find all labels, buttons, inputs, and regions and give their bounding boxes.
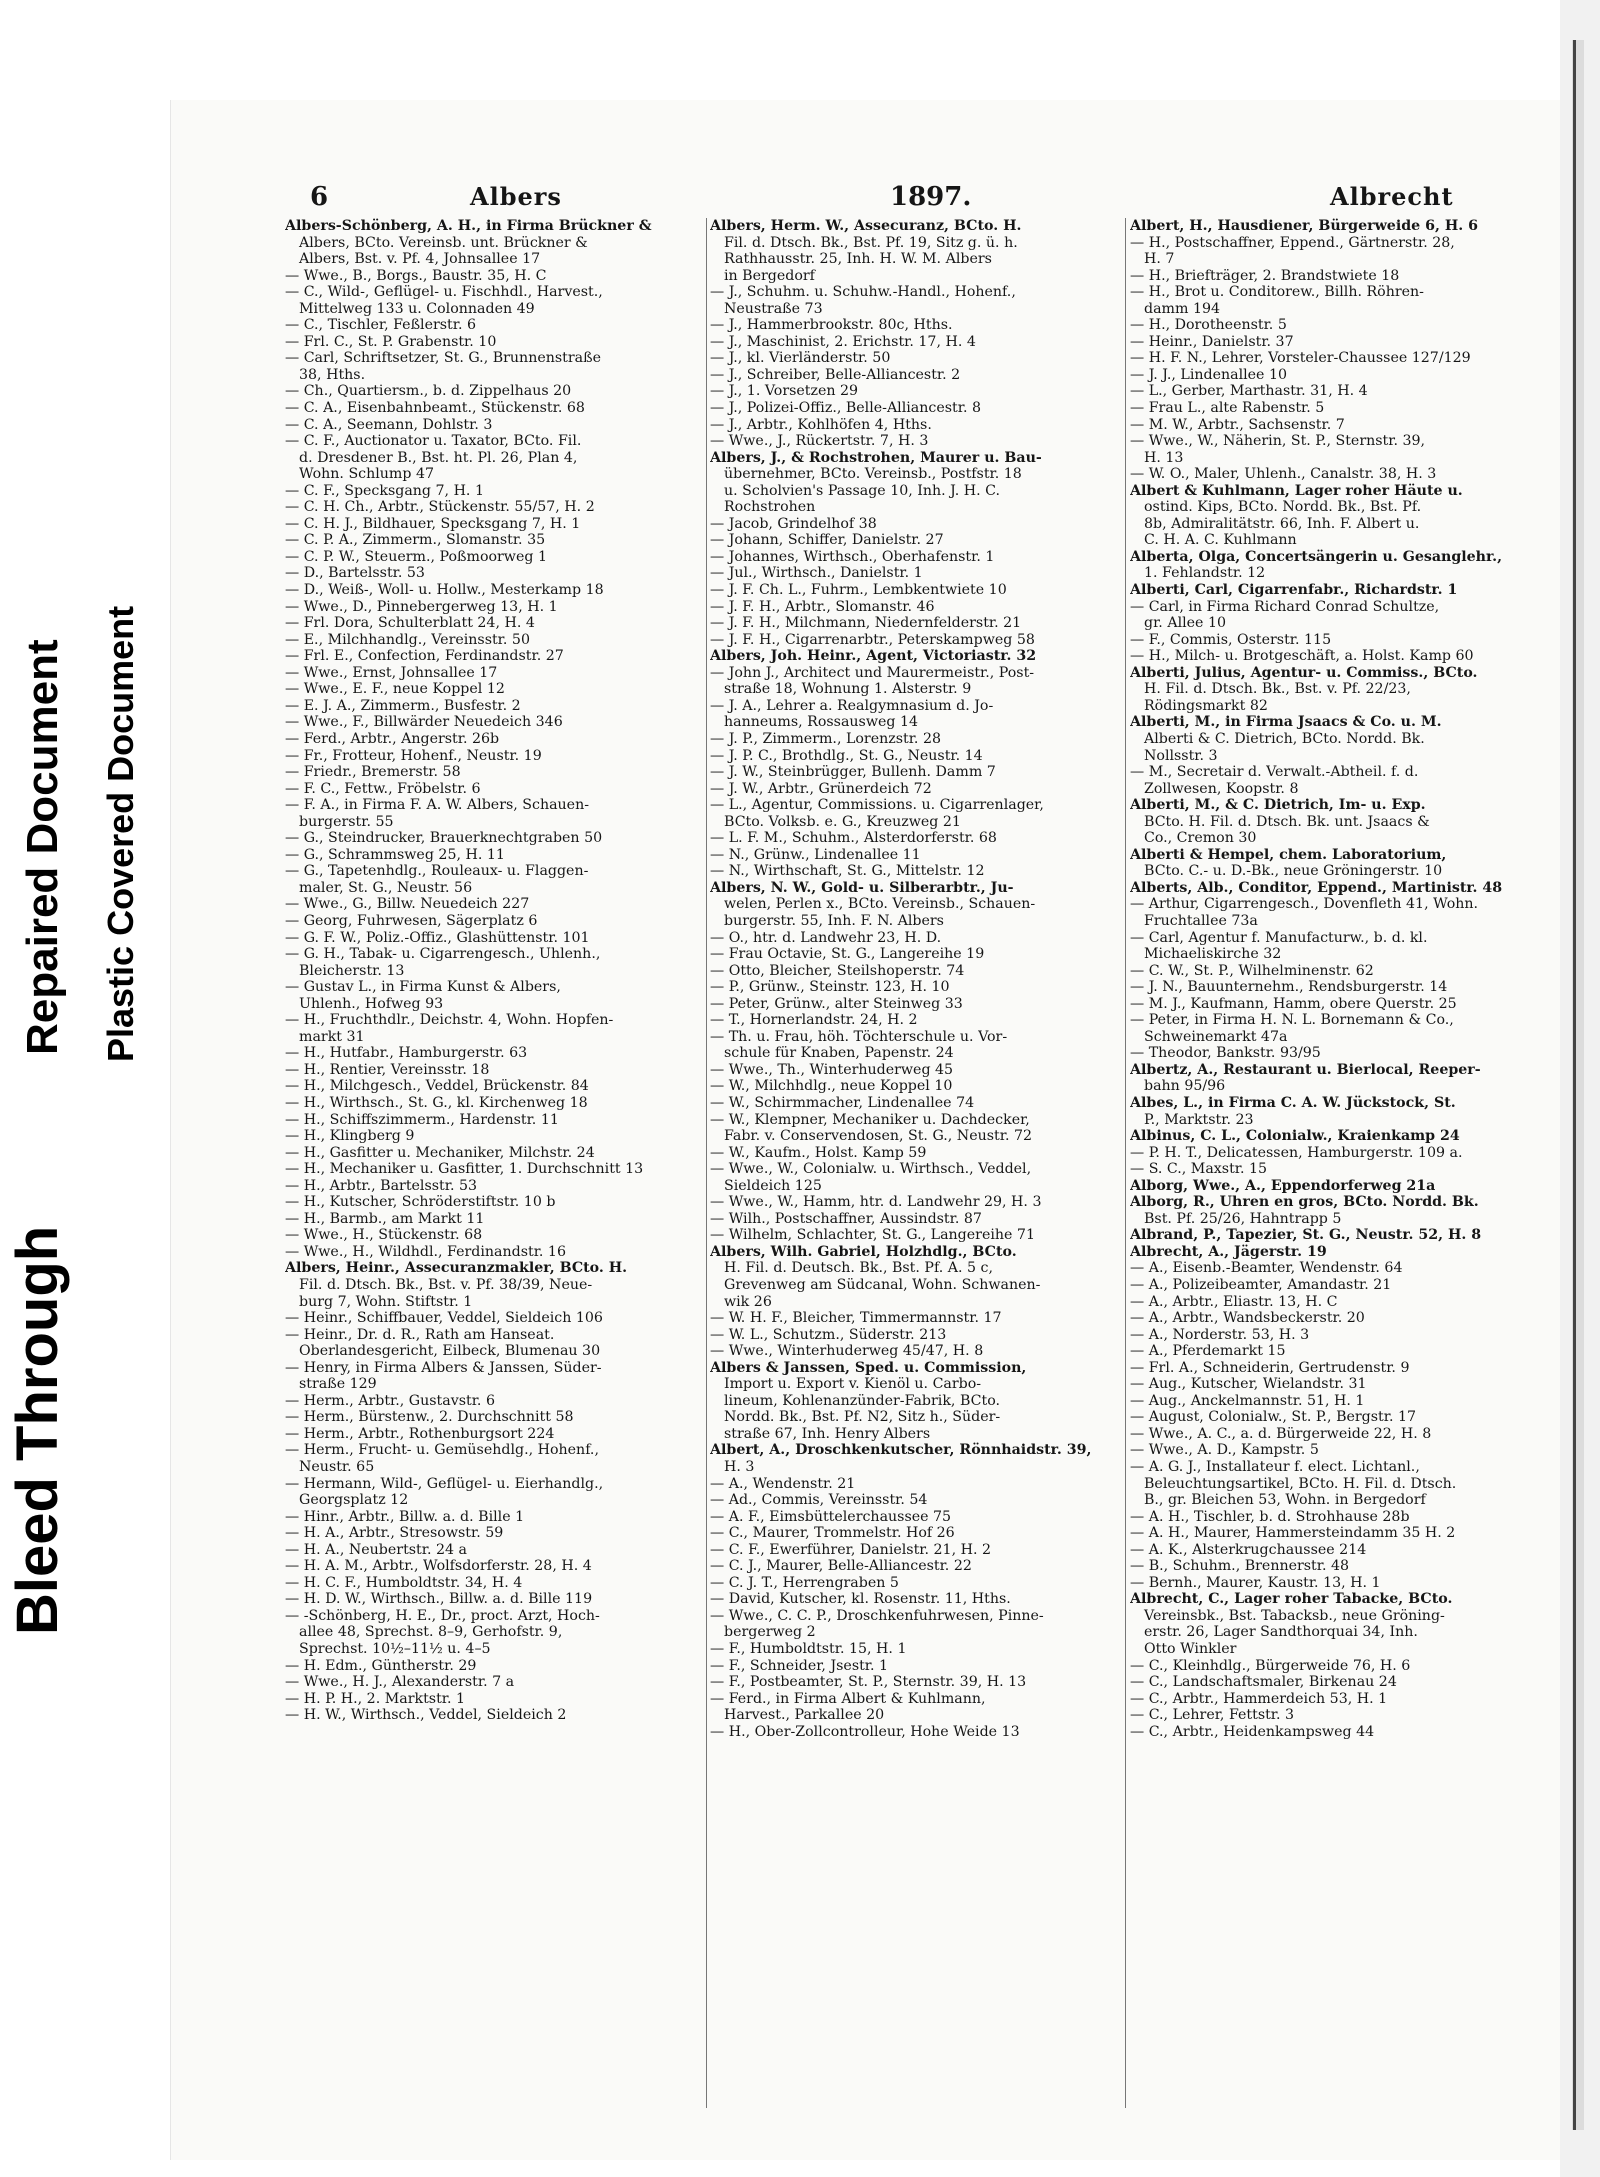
directory-entry: — Wwe., Th., Winterhuderweg 45 <box>710 1061 954 1078</box>
directory-entry: — F. C., Fettw., Fröbelstr. 6 <box>285 780 481 797</box>
directory-entry: Bleicherstr. 13 <box>299 962 405 979</box>
directory-entry: — G., Schrammsweg 25, H. 11 <box>285 846 505 863</box>
directory-entry: — Herm., Arbtr., Gustavstr. 6 <box>285 1392 495 1409</box>
directory-entry: — E. J. A., Zimmerm., Busfestr. 2 <box>285 697 521 714</box>
directory-entry: Albert & Kuhlmann, Lager roher Häute u. <box>1130 482 1463 499</box>
directory-entry: — E., Milchhandlg., Vereinsstr. 50 <box>285 631 530 648</box>
directory-entry: — August, Colonialw., St. P., Bergstr. 17 <box>1130 1409 1417 1426</box>
directory-entry: 38, Hths. <box>299 366 366 383</box>
directory-entry: — F., Postbeamter, St. P., Sternstr. 39, H. 13 <box>710 1674 1027 1691</box>
directory-entry: d. Dresdener B., Bst. ht. Pl. 26, Plan 4, <box>299 449 578 466</box>
directory-entry: — A. H., Maurer, Hammersteindamm 35 H. 2 <box>1130 1525 1456 1542</box>
directory-entry: — H., Milchgesch., Veddel, Brückenstr. 84 <box>285 1078 589 1095</box>
directory-entry: BCto. H. Fil. d. Dtsch. Bk. unt. Jsaacs & <box>1144 813 1430 830</box>
directory-entry: bergerweg 2 <box>724 1624 816 1641</box>
directory-entry: — J. A., Lehrer a. Realgymnasium d. Jo- <box>710 697 994 714</box>
directory-entry: — Frau Octavie, St. G., Langereihe 19 <box>710 946 985 963</box>
directory-entry: Albers-Schönberg, A. H., in Firma Brückner & <box>285 218 652 234</box>
directory-entry: welen, Perlen x., BCto. Vereinsb., Schauen- <box>724 896 1036 913</box>
directory-entry: — H., Klingberg 9 <box>285 1128 415 1145</box>
directory-entry: — C., Maurer, Trommelstr. Hof 26 <box>710 1525 955 1542</box>
directory-column-1 <box>285 218 703 2118</box>
directory-entry: hanneums, Rossausweg 14 <box>724 714 919 731</box>
directory-entry: Alberti, M., & C. Dietrich, Im- u. Exp. <box>1130 797 1426 814</box>
directory-entry: — Herm., Arbtr., Rothenburgsort 224 <box>285 1425 555 1442</box>
directory-entry: Beleuchtungsartikel, BCto. H. Fil. d. Dtsch. <box>1144 1475 1457 1492</box>
directory-entry: — H., Ober-Zollcontrolleur, Hohe Weide 13 <box>710 1723 1020 1740</box>
directory-entry: — Frl. E., Confection, Ferdinandstr. 27 <box>285 648 564 665</box>
directory-entry: — Ch., Quartiersm., b. d. Zippelhaus 20 <box>285 383 572 400</box>
directory-entry: — C. H. J., Bildhauer, Specksgang 7, H. 1 <box>285 515 581 532</box>
directory-entry: — C., Landschaftsmaler, Birkenau 24 <box>1130 1674 1397 1691</box>
directory-entry: — N., Grünw., Lindenallee 11 <box>710 846 921 863</box>
directory-entry: — M. J., Kaufmann, Hamm, obere Querstr. 25 <box>1130 995 1457 1012</box>
directory-entry: schule für Knaben, Papenstr. 24 <box>724 1045 954 1062</box>
directory-entry: — Peter, in Firma H. N. L. Bornemann & Co., <box>1130 1012 1454 1029</box>
directory-entry: Albers, Wilh. Gabriel, Holzhdlg., BCto. <box>710 1243 1017 1260</box>
directory-column-2 <box>710 218 1120 2118</box>
directory-entry: — Th. u. Frau, höh. Töchterschule u. Vor- <box>710 1028 1008 1045</box>
directory-entry: — Carl, Schriftsetzer, St. G., Brunnenstraße <box>285 350 601 367</box>
directory-entry: straße 18, Wohnung 1. Alsterstr. 9 <box>724 681 972 698</box>
directory-entry: — Theodor, Bankstr. 93/95 <box>1130 1045 1321 1062</box>
label-repaired-document: Repaired Document <box>18 639 67 1055</box>
directory-entry: — C. J. T., Herrengraben 5 <box>710 1574 899 1591</box>
directory-entry: — M. W., Arbtr., Sachsenstr. 7 <box>1130 416 1345 433</box>
directory-entry: — Wwe., A. C., a. d. Bürgerweide 22, H. 8 <box>1130 1425 1432 1442</box>
directory-entry: Neustraße 73 <box>724 300 823 317</box>
directory-entry: — H., Dorotheenstr. 5 <box>1130 317 1287 334</box>
directory-entry: Uhlenh., Hofweg 93 <box>299 995 444 1012</box>
directory-entry: — Johann, Schiffer, Danielstr. 27 <box>710 532 944 549</box>
directory-entry: — J. W., Steinbrügger, Bullenh. Damm 7 <box>710 764 996 781</box>
directory-entry: — H., Fruchthdlr., Deichstr. 4, Wohn. Hopfen- <box>285 1012 614 1029</box>
directory-entry: Alborg, R., Uhren en gros, BCto. Nordd. Bk. <box>1130 1194 1479 1211</box>
directory-entry: — Fr., Frotteur, Hohenf., Neustr. 19 <box>285 747 542 764</box>
directory-entry: — J. P., Zimmerm., Lorenzstr. 28 <box>710 730 941 747</box>
gutter-line <box>1573 40 1576 2130</box>
directory-entry: Rathhausstr. 25, Inh. H. W. M. Albers <box>724 251 992 268</box>
directory-entry: Schweinemarkt 47a <box>1144 1028 1288 1045</box>
directory-entry: — C. F., Ewerführer, Danielstr. 21, H. 2 <box>710 1541 992 1558</box>
directory-entry: 8b, Admiralitätstr. 66, Inh. F. Albert u. <box>1144 515 1420 532</box>
directory-entry: — F. A., in Firma F. A. W. Albers, Schauen- <box>285 797 589 814</box>
directory-entry: — Wwe., J., Rückertstr. 7, H. 3 <box>710 433 929 450</box>
directory-entry: — Wwe., E. F., neue Koppel 12 <box>285 681 505 698</box>
directory-entry: Albertz, A., Restaurant u. Bierlocal, Reeper- <box>1130 1061 1481 1078</box>
directory-entry: — C., Kleinhdlg., Bürgerweide 76, H. 6 <box>1130 1657 1411 1674</box>
directory-entry: — L., Agentur, Commissions. u. Cigarrenlager, <box>710 797 1044 814</box>
directory-entry: Alberti, Carl, Cigarrenfabr., Richardstr. 1 <box>1130 582 1458 599</box>
directory-entry: — H. F. N., Lehrer, Vorsteler-Chaussee 127/129 <box>1130 350 1471 367</box>
directory-entry: — A., Arbtr., Wandsbeckerstr. 20 <box>1130 1310 1365 1327</box>
directory-entry: Grevenweg am Südcanal, Wohn. Schwanen- <box>724 1277 1041 1293</box>
directory-entry: — Bernh., Maurer, Kaustr. 13, H. 1 <box>1130 1574 1381 1591</box>
directory-entry: burg 7, Wohn. Stiftstr. 1 <box>299 1293 473 1310</box>
directory-entry: erstr. 26, Lager Sandthorquai 34, Inh. <box>1144 1624 1418 1641</box>
directory-entry: — C. H. Ch., Arbtr., Stückenstr. 55/57, H. 2 <box>285 499 595 516</box>
directory-entry: Fruchtallee 73a <box>1144 912 1258 929</box>
directory-entry: — P. H. T., Delicatessen, Hamburgerstr. 109 a. <box>1130 1144 1463 1161</box>
directory-entry: Alberta, Olga, Concertsängerin u. Gesanglehr., <box>1130 548 1503 565</box>
directory-entry: Alberti, Julius, Agentur- u. Commiss., BCto. <box>1130 664 1478 681</box>
directory-entry: — Heinr., Schiffbauer, Veddel, Sieldeich 106 <box>285 1310 603 1327</box>
directory-entry: C. H. A. C. Kuhlmann <box>1144 532 1297 549</box>
directory-entry: Zollwesen, Koopstr. 8 <box>1144 780 1299 797</box>
directory-entry: — Wwe., B., Borgs., Baustr. 35, H. C <box>285 267 547 284</box>
directory-entry: — W., Schirmmacher, Lindenallee 74 <box>710 1094 975 1111</box>
directory-entry: — H. P. H., 2. Marktstr. 1 <box>285 1690 466 1707</box>
directory-entry: — C., Tischler, Feßlerstr. 6 <box>285 317 477 334</box>
directory-entry: — Jacob, Grindelhof 38 <box>710 515 877 532</box>
directory-entry: — Wwe., A. D., Kampstr. 5 <box>1130 1442 1319 1459</box>
directory-entry: — J., 1. Vorsetzen 29 <box>710 383 859 400</box>
directory-entry: — F., Commis, Osterstr. 115 <box>1130 631 1332 648</box>
directory-entry: Oberlandesgericht, Eilbeck, Blumenau 30 <box>299 1343 601 1360</box>
directory-entry: — Wwe., Ernst, Johnsallee 17 <box>285 664 498 681</box>
directory-entry: — H. W., Wirthsch., Veddel, Sieldeich 2 <box>285 1707 567 1724</box>
directory-entry: — O., htr. d. Landwehr 23, H. D. <box>710 929 942 946</box>
directory-entry: — A. H., Tischler, b. d. Strohhause 28b <box>1130 1508 1410 1525</box>
directory-entry: — C. J., Maurer, Belle-Alliancestr. 22 <box>710 1558 972 1575</box>
label-plastic-covered: Plastic Covered Document <box>100 605 141 1062</box>
directory-entry: P., Marktstr. 23 <box>1144 1111 1254 1128</box>
directory-entry: — C., Arbtr., Heidenkampsweg 44 <box>1130 1723 1375 1740</box>
directory-entry: — Ferd., in Firma Albert & Kuhlmann, <box>710 1690 986 1707</box>
directory-entry: — H., Hutfabr., Hamburgerstr. 63 <box>285 1045 528 1062</box>
directory-entry: — J. W., Arbtr., Grünerdeich 72 <box>710 780 932 797</box>
directory-entry: H. 3 <box>724 1459 755 1476</box>
directory-entry: — Herm., Frucht- u. Gemüsehdlg., Hohenf., <box>285 1442 599 1459</box>
directory-entry: — J. P. C., Brothdlg., St. G., Neustr. 14 <box>710 747 983 764</box>
directory-entry: — J., Hammerbrookstr. 80c, Hths. <box>710 317 953 334</box>
directory-entry: Albers, BCto. Vereinsb. unt. Brückner & <box>299 234 588 251</box>
directory-entry: — Georg, Fuhrwesen, Sägerplatz 6 <box>285 912 538 929</box>
directory-entry: — Wwe., H., Wildhdl., Ferdinandstr. 16 <box>285 1243 566 1260</box>
left-running-head: Albers <box>470 182 562 211</box>
directory-entry: Rödingsmarkt 82 <box>1144 697 1268 714</box>
directory-entry: — J., Maschinist, 2. Erichstr. 17, H. 4 <box>710 333 976 350</box>
directory-entry: gr. Allee 10 <box>1144 615 1226 632</box>
directory-entry: u. Scholvien's Passage 10, Inh. J. H. C. <box>724 482 1001 499</box>
directory-column-3 <box>1130 218 1555 2118</box>
directory-entry: — Gustav L., in Firma Kunst & Albers, <box>285 979 561 996</box>
directory-entry: — Carl, Agentur f. Manufacturw., b. d. kl. <box>1130 929 1428 946</box>
directory-entry: Albinus, C. L., Colonialw., Kraienkamp 24 <box>1130 1128 1460 1145</box>
directory-entry: — Wwe., G., Billw. Neuedeich 227 <box>285 896 530 913</box>
directory-entry: — Otto, Bleicher, Steilshoperstr. 74 <box>710 962 965 979</box>
directory-entry: — H., Gasfitter u. Mechaniker, Milchstr. 24 <box>285 1144 595 1161</box>
directory-entry: — W., Milchhdlg., neue Koppel 10 <box>710 1078 953 1095</box>
directory-entry: 1. Fehlandstr. 12 <box>1144 565 1266 582</box>
directory-entry: — A., Norderstr. 53, H. 3 <box>1130 1326 1310 1343</box>
directory-entry: — J., kl. Vierländerstr. 50 <box>710 350 891 367</box>
directory-entry: — H., Schiffszimmerm., Hardenstr. 11 <box>285 1111 559 1128</box>
directory-entry: — J., Schuhm. u. Schuhw.-Handl., Hohenf., <box>710 284 1016 301</box>
directory-entry: Albrand, P., Tapezier, St. G., Neustr. 52, H. 8 <box>1130 1227 1482 1244</box>
directory-entry: — A. F., Eimsbüttelerchaussee 75 <box>710 1508 952 1525</box>
directory-entry: — A., Eisenb.-Beamter, Wendenstr. 64 <box>1130 1260 1403 1277</box>
directory-entry: — Wwe., W., Colonialw. u. Wirthsch., Veddel, <box>710 1161 1032 1178</box>
year-heading: 1897. <box>890 182 972 212</box>
directory-entry: — Wwe., W., Näherin, St. P., Sternstr. 39, <box>1130 433 1426 450</box>
directory-entry: — H. C. F., Humboldtstr. 34, H. 4 <box>285 1574 523 1591</box>
column-rule <box>706 218 707 2108</box>
directory-entry: — Henry, in Firma Albers & Janssen, Süder- <box>285 1359 602 1376</box>
directory-entry: — C. A., Eisenbahnbeamt., Stückenstr. 68 <box>285 400 585 417</box>
directory-entry: — A., Pferdemarkt 15 <box>1130 1343 1286 1360</box>
directory-entry: — J., Arbtr., Kohlhöfen 4, Hths. <box>710 416 932 433</box>
directory-entry: — David, Kutscher, kl. Rosenstr. 11, Hths. <box>710 1591 1011 1608</box>
directory-entry: H. Fil. d. Deutsch. Bk., Bst. Pf. A. 5 c, <box>724 1260 993 1277</box>
directory-entry: Michaeliskirche 32 <box>1144 946 1282 963</box>
directory-entry: — C., Arbtr., Hammerdeich 53, H. 1 <box>1130 1690 1388 1707</box>
directory-entry: — F., Schneider, Jsestr. 1 <box>710 1657 889 1674</box>
column-rule <box>1125 218 1126 2108</box>
directory-entry: — H. A., Neubertstr. 24 a <box>285 1541 468 1558</box>
directory-entry: — Johannes, Wirthsch., Oberhafenstr. 1 <box>710 548 995 565</box>
directory-entry: — Carl, in Firma Richard Conrad Schultze, <box>1130 598 1440 615</box>
label-bleed-through: Bleed Through <box>5 1225 70 1635</box>
directory-entry: Alberti & Hempel, chem. Laboratorium, <box>1130 846 1447 863</box>
directory-entry: — H., Arbtr., Bartelsstr. 53 <box>285 1177 478 1194</box>
directory-entry: — Friedr., Bremerstr. 58 <box>285 764 461 781</box>
directory-entry: ostind. Kips, BCto. Nordd. Bk., Bst. Pf. <box>1144 499 1422 516</box>
directory-entry: Albers & Janssen, Sped. u. Commission, <box>710 1359 1027 1376</box>
directory-entry: Albers, Joh. Heinr., Agent, Victoriastr. 32 <box>710 648 1037 665</box>
directory-entry: — N., Wirthschaft, St. G., Mittelstr. 12 <box>710 863 985 880</box>
directory-entry: — J. F. Ch. L., Fuhrm., Lembkentwiete 10 <box>710 582 1007 599</box>
directory-entry: BCto. Volksb. e. G., Kreuzweg 21 <box>724 813 961 830</box>
directory-entry: — C. F., Specksgang 7, H. 1 <box>285 482 484 499</box>
directory-entry: Albers, Heinr., Assecuranzmakler, BCto. H. <box>285 1260 628 1277</box>
directory-entry: — Wwe., H., Stückenstr. 68 <box>285 1227 483 1244</box>
directory-entry: Fabr. v. Conservendosen, St. G., Neustr. 72 <box>724 1128 1033 1145</box>
directory-entry: — F., Humboldtstr. 15, H. 1 <box>710 1641 907 1658</box>
directory-entry: — J., Polizei-Offiz., Belle-Alliancestr. 8 <box>710 400 981 417</box>
directory-entry: Alberts, Alb., Conditor, Eppend., Martinistr. 48 <box>1130 879 1503 896</box>
directory-entry: Neustr. 65 <box>299 1459 375 1476</box>
directory-entry: — J. F. H., Milchmann, Niedernfelderstr. 21 <box>710 615 1022 632</box>
directory-entry: — H., Rentier, Vereinsstr. 18 <box>285 1061 490 1078</box>
directory-entry: — A., Polizeibeamter, Amandastr. 21 <box>1130 1277 1392 1293</box>
directory-entry: lineum, Kohlenanzünder-Fabrik, BCto. <box>724 1392 1000 1409</box>
directory-entry: — Arthur, Cigarrengesch., Dovenfleth 41, Wohn. <box>1130 896 1479 913</box>
directory-entry: maler, St. G., Neustr. 56 <box>299 879 473 896</box>
directory-entry: — Frl. C., St. P. Grabenstr. 10 <box>285 333 497 350</box>
directory-entry: Nordd. Bk., Bst. Pf. N2, Sitz h., Süder- <box>724 1409 1001 1426</box>
directory-entry: — C. F., Auctionator u. Taxator, BCto. Fil. <box>285 433 582 450</box>
directory-entry: — P., Grünw., Steinstr. 123, H. 10 <box>710 979 950 996</box>
directory-entry: Alberti & C. Dietrich, BCto. Nordd. Bk. <box>1144 730 1425 747</box>
directory-entry: Albrecht, C., Lager roher Tabacke, BCto. <box>1130 1591 1453 1608</box>
directory-entry: Albers, J., & Rochstrohen, Maurer u. Bau- <box>710 449 1042 466</box>
directory-entry: — H., Barmb., am Markt 11 <box>285 1210 485 1227</box>
directory-entry: — C. P. W., Steuerm., Poßmoorweg 1 <box>285 548 547 565</box>
directory-entry: — T., Hornerlandstr. 24, H. 2 <box>710 1012 918 1029</box>
directory-entry: Albert, A., Droschkenkutscher, Rönnhaidstr. 39, <box>710 1442 1092 1459</box>
directory-entry: Sprechst. 10½–11½ u. 4–5 <box>299 1641 491 1658</box>
directory-entry: — A. K., Alsterkrugchaussee 214 <box>1130 1541 1367 1558</box>
directory-entry: — H., Brot u. Conditorew., Billh. Röhren- <box>1130 284 1424 301</box>
directory-entry: — G., Steindrucker, Brauerknechtgraben 50 <box>285 830 603 847</box>
directory-entry: — Heinr., Danielstr. 37 <box>1130 333 1294 350</box>
directory-entry: — H. Edm., Güntherstr. 29 <box>285 1657 477 1674</box>
directory-entry: — D., Bartelsstr. 53 <box>285 565 425 582</box>
directory-entry: allee 48, Sprechst. 8–9, Gerhofstr. 9, <box>299 1624 563 1641</box>
directory-entry: bahn 95/96 <box>1144 1078 1226 1095</box>
directory-entry: Georgsplatz 12 <box>299 1492 409 1509</box>
directory-entry: — H., Milch- u. Brotgeschäft, a. Holst. Kamp 60 <box>1130 648 1474 665</box>
directory-entry: — W. H. F., Bleicher, Timmermannstr. 17 <box>710 1310 1002 1327</box>
directory-entry: — J. J., Lindenallee 10 <box>1130 366 1288 383</box>
directory-entry: Alborg, Wwe., A., Eppendorferweg 21a <box>1130 1177 1436 1194</box>
directory-entry: — John J., Architect und Maurermeistr., Post- <box>710 664 1035 681</box>
directory-entry: — C., Wild-, Geflügel- u. Fischhdl., Harvest., <box>285 284 603 301</box>
directory-entry: — C. P. A., Zimmerm., Slomanstr. 35 <box>285 532 546 549</box>
directory-entry: Alberti, M., in Firma Jsaacs & Co. u. M. <box>1130 714 1442 731</box>
directory-entry: — Wwe., D., Pinnebergerweg 13, H. 1 <box>285 598 558 615</box>
directory-entry: burgerstr. 55 <box>299 813 394 830</box>
directory-entry: B., gr. Bleichen 53, Wohn. in Bergedorf <box>1144 1492 1426 1509</box>
directory-entry: Rochstrohen <box>724 499 816 516</box>
directory-entry: damm 194 <box>1144 300 1221 317</box>
directory-entry: — Ad., Commis, Vereinsstr. 54 <box>710 1492 928 1509</box>
directory-entry: Wohn. Schlump 47 <box>299 466 435 483</box>
directory-entry: — Jul., Wirthsch., Danielstr. 1 <box>710 565 923 582</box>
directory-entry: — W., Klempner, Mechaniker u. Dachdecker, <box>710 1111 1030 1128</box>
directory-entry: — W., Kaufm., Holst. Kamp 59 <box>710 1144 927 1161</box>
directory-entry: — Wilhelm, Schlachter, St. G., Langereihe 71 <box>710 1227 1035 1244</box>
directory-entry: — H., Wirthsch., St. G., kl. Kirchenweg 18 <box>285 1094 588 1111</box>
directory-entry: — Wwe., Winterhuderweg 45/47, H. 8 <box>710 1343 984 1360</box>
directory-entry: — H. A., Arbtr., Stresowstr. 59 <box>285 1525 504 1542</box>
directory-entry: H. 13 <box>1144 449 1184 466</box>
directory-entry: — G., Tapetenhdlg., Rouleaux- u. Flaggen- <box>285 863 589 880</box>
directory-entry: — S. C., Maxstr. 15 <box>1130 1161 1268 1178</box>
directory-entry: — Herm., Bürstenw., 2. Durchschnitt 58 <box>285 1409 574 1426</box>
directory-entry: — L. F. M., Schuhm., Alsterdorferstr. 68 <box>710 830 997 847</box>
directory-entry: Nollsstr. 3 <box>1144 747 1218 764</box>
directory-entry: — Wwe., H. J., Alexanderstr. 7 a <box>285 1674 515 1691</box>
directory-entry: H. Fil. d. Dtsch. Bk., Bst. v. Pf. 22/23, <box>1144 681 1411 698</box>
directory-entry: — Frau L., alte Rabenstr. 5 <box>1130 400 1325 417</box>
directory-entry: — C. A., Seemann, Dohlstr. 3 <box>285 416 493 433</box>
directory-entry: burgerstr. 55, Inh. F. N. Albers <box>724 912 944 929</box>
directory-entry: markt 31 <box>299 1028 365 1045</box>
directory-entry: Sieldeich 125 <box>724 1177 822 1194</box>
page-header <box>310 182 1560 216</box>
directory-entry: BCto. C.- u. D.-Bk., neue Gröningerstr. 10 <box>1144 863 1443 880</box>
directory-entry: — J. N., Bauunternehm., Rendsburgerstr. 14 <box>1130 979 1448 996</box>
directory-entry: Albert, H., Hausdiener, Bürgerweide 6, H. 6 <box>1130 218 1478 234</box>
directory-entry: wik 26 <box>724 1293 772 1310</box>
directory-entry: Mittelweg 133 u. Colonnaden 49 <box>299 300 535 317</box>
directory-entry: — Wwe., C. C. P., Droschkenfuhrwesen, Pinne- <box>710 1607 1044 1624</box>
directory-entry: Albers, Herm. W., Assecuranz, BCto. H. <box>710 218 1022 234</box>
directory-entry: — Wwe., F., Billwärder Neuedeich 346 <box>285 714 563 731</box>
directory-entry: — G. F. W., Poliz.-Offiz., Glashüttenstr. 101 <box>285 929 590 946</box>
directory-entry: H. 7 <box>1144 251 1175 268</box>
directory-entry: — W. L., Schutzm., Süderstr. 213 <box>710 1326 947 1343</box>
directory-entry: — -Schönberg, H. E., Dr., proct. Arzt, Hoch- <box>285 1607 600 1624</box>
directory-entry: — Wilh., Postschaffner, Aussindstr. 87 <box>710 1210 982 1227</box>
directory-entry: — W. O., Maler, Uhlenh., Canalstr. 38, H. 3 <box>1130 466 1437 483</box>
directory-entry: — H. D. W., Wirthsch., Billw. a. d. Bille 119 <box>285 1591 593 1608</box>
directory-entry: — A., Wendenstr. 21 <box>710 1475 856 1492</box>
directory-entry: — M., Secretair d. Verwalt.-Abtheil. f. d. <box>1130 764 1419 781</box>
directory-entry: übernehmer, BCto. Vereinsb., Postfstr. 18 <box>724 466 1022 483</box>
directory-entry: — H., Postschaffner, Eppend., Gärtnerstr. 28, <box>1130 234 1455 251</box>
directory-entry: straße 67, Inh. Henry Albers <box>724 1425 931 1442</box>
directory-entry: — Heinr., Dr. d. R., Rath am Hanseat. <box>285 1326 555 1343</box>
directory-entry: — Ferd., Arbtr., Angerstr. 26b <box>285 730 500 747</box>
directory-entry: — Aug., Kutscher, Wielandstr. 31 <box>1130 1376 1367 1393</box>
directory-entry: — Frl. A., Schneiderin, Gertrudenstr. 9 <box>1130 1359 1410 1376</box>
directory-entry: — C., Lehrer, Fettstr. 3 <box>1130 1707 1295 1724</box>
directory-entry: — H., Briefträger, 2. Brandstwiete 18 <box>1130 267 1400 284</box>
directory-entry: Otto Winkler <box>1144 1641 1237 1658</box>
directory-entry: — B., Schuhm., Brennerstr. 48 <box>1130 1558 1350 1575</box>
directory-entry: — J. F. H., Cigarrenarbtr., Peterskampweg 58 <box>710 631 1035 648</box>
directory-entry: — Frl. Dora, Schulterblatt 24, H. 4 <box>285 615 535 632</box>
directory-entry: Fil. d. Dtsch. Bk., Bst. v. Pf. 38/39, Neue- <box>299 1277 593 1293</box>
directory-entry: Albes, L., in Firma C. A. W. Jückstock, St. <box>1130 1094 1456 1111</box>
directory-entry: — Hermann, Wild-, Geflügel- u. Eierhandlg., <box>285 1475 604 1492</box>
directory-entry: — J. F. H., Arbtr., Slomanstr. 46 <box>710 598 935 615</box>
directory-entry: Albers, Bst. v. Pf. 4, Johnsallee 17 <box>299 251 541 268</box>
directory-entry: — Wwe., W., Hamm, htr. d. Landwehr 29, H. 3 <box>710 1194 1042 1211</box>
directory-entry: — Aug., Anckelmannstr. 51, H. 1 <box>1130 1392 1365 1409</box>
directory-entry: — H., Mechaniker u. Gasfitter, 1. Durchschnitt 13 <box>285 1161 644 1178</box>
directory-entry: in Bergedorf <box>724 267 815 284</box>
directory-entry: Harvest., Parkallee 20 <box>724 1707 885 1724</box>
directory-entry: — H. A. M., Arbtr., Wolfsdorferstr. 28, H. 4 <box>285 1558 592 1575</box>
directory-entry: Vereinsbk., Bst. Tabacksb., neue Gröning- <box>1144 1607 1445 1624</box>
directory-entry: Fil. d. Dtsch. Bk., Bst. Pf. 19, Sitz g. ü. h. <box>724 234 1018 251</box>
directory-entry: Bst. Pf. 25/26, Hahntrapp 5 <box>1144 1210 1342 1227</box>
directory-entry: — H., Kutscher, Schröderstiftstr. 10 b <box>285 1194 556 1211</box>
directory-entry: — Hinr., Arbtr., Billw. a. d. Bille 1 <box>285 1508 525 1525</box>
directory-entry: Import u. Export v. Kienöl u. Carbo- <box>724 1376 982 1393</box>
directory-entry: straße 129 <box>299 1376 377 1393</box>
directory-entry: Co., Cremon 30 <box>1144 830 1257 847</box>
directory-entry: — A., Arbtr., Eliastr. 13, H. C <box>1130 1293 1338 1310</box>
directory-entry: — D., Weiß-, Woll- u. Hollw., Mesterkamp 18 <box>285 582 604 599</box>
directory-entry: — A. G. J., Installateur f. elect. Lichtanl., <box>1130 1459 1420 1476</box>
right-running-head: Albrecht <box>1330 182 1454 211</box>
directory-entry: — G. H., Tabak- u. Cigarrengesch., Uhlenh., <box>285 946 601 963</box>
directory-entry: — L., Gerber, Marthastr. 31, H. 4 <box>1130 383 1368 400</box>
directory-entry: Albers, N. W., Gold- u. Silberarbtr., Ju- <box>710 879 1014 896</box>
page-number: 6 <box>310 182 329 212</box>
directory-entry: — J., Schreiber, Belle-Alliancestr. 2 <box>710 366 961 383</box>
directory-entry: Albrecht, A., Jägerstr. 19 <box>1130 1243 1327 1260</box>
directory-entry: — C. W., St. P., Wilhelminenstr. 62 <box>1130 962 1374 979</box>
directory-entry: — Peter, Grünw., alter Steinweg 33 <box>710 995 963 1012</box>
